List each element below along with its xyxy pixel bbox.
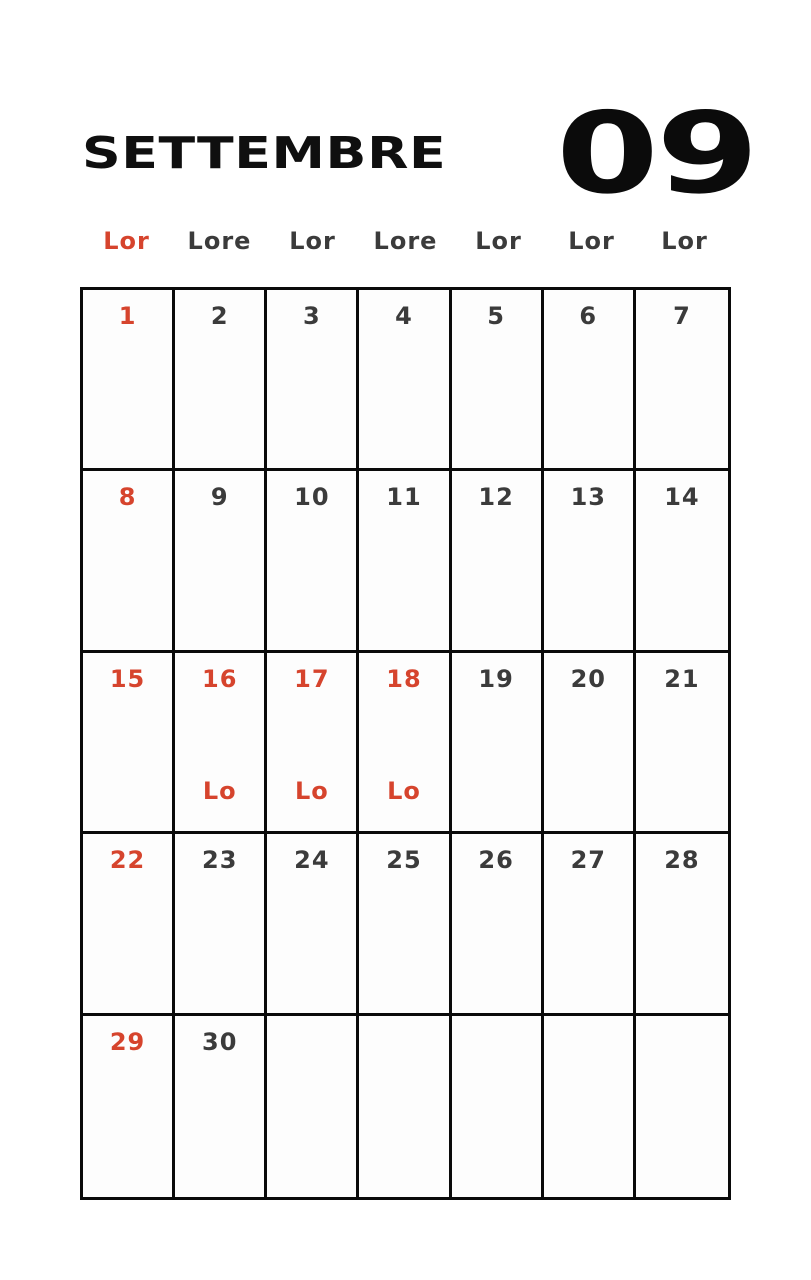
day-number: 7: [673, 302, 691, 330]
calendar-day-cell[interactable]: [267, 653, 359, 834]
weekday-header-row: [80, 224, 731, 260]
weekday-label: Lore: [187, 227, 252, 255]
weekday-label: Lor: [475, 227, 522, 255]
month-title: SETTEMBRE: [82, 128, 447, 179]
day-number: 3: [303, 302, 321, 330]
event-label: Lo: [294, 777, 329, 806]
calendar-day-cell[interactable]: [175, 1016, 267, 1197]
calendar-day-cell[interactable]: [636, 290, 728, 471]
day-number: 10: [294, 483, 330, 512]
event-label: Lo: [202, 777, 237, 806]
day-number: 14: [664, 483, 700, 512]
calendar-day-cell[interactable]: [544, 653, 636, 834]
calendar-day-cell[interactable]: [359, 471, 451, 652]
calendar-day-cell[interactable]: [636, 1016, 728, 1197]
calendar-day-cell[interactable]: [83, 834, 175, 1015]
calendar-day-cell[interactable]: [175, 653, 267, 834]
day-number: 30: [202, 1027, 238, 1056]
calendar-day-cell[interactable]: [359, 653, 451, 834]
day-number: 20: [570, 664, 606, 693]
month-number: 09: [556, 89, 757, 219]
calendar-day-cell[interactable]: [175, 471, 267, 652]
day-number: 23: [202, 846, 238, 875]
weekday-label: Lore: [373, 227, 438, 255]
calendar-day-cell[interactable]: [544, 471, 636, 652]
day-number: 25: [386, 846, 422, 875]
day-number: 18: [386, 664, 422, 693]
day-number: 22: [109, 846, 146, 875]
day-number: 4: [395, 302, 413, 330]
day-number: 15: [109, 664, 146, 693]
calendar-day-cell[interactable]: [544, 1016, 636, 1197]
day-number: 13: [570, 483, 606, 512]
calendar-day-cell[interactable]: [636, 471, 728, 652]
calendar-day-cell[interactable]: [359, 1016, 451, 1197]
calendar-day-cell[interactable]: [83, 1016, 175, 1197]
day-number: 5: [487, 302, 505, 330]
weekday-label: Lor: [661, 227, 708, 255]
event-label: Lo: [387, 777, 421, 806]
calendar-day-cell[interactable]: [452, 653, 544, 834]
calendar-day-cell[interactable]: [83, 290, 175, 471]
calendar-day-cell[interactable]: [452, 290, 544, 471]
calendar-day-cell[interactable]: [452, 1016, 544, 1197]
calendar-day-cell[interactable]: [175, 290, 267, 471]
calendar-grid: [80, 287, 731, 1200]
calendar-day-cell[interactable]: [267, 290, 359, 471]
day-number: 24: [294, 846, 330, 875]
calendar-day-cell[interactable]: [267, 1016, 359, 1197]
calendar-day-cell[interactable]: [452, 834, 544, 1015]
day-number: 9: [210, 483, 229, 512]
day-number: 16: [202, 664, 238, 693]
day-number: 27: [570, 846, 606, 875]
day-number: 11: [386, 483, 422, 512]
calendar-day-cell[interactable]: [544, 834, 636, 1015]
calendar-day-cell[interactable]: [452, 471, 544, 652]
calendar-day-cell[interactable]: [267, 834, 359, 1015]
day-number: 28: [664, 846, 700, 875]
day-number: 2: [210, 302, 229, 330]
day-number: 12: [478, 483, 514, 512]
day-number: 6: [579, 302, 598, 330]
weekday-label: Lor: [103, 227, 150, 255]
weekday-label: Lor: [568, 227, 615, 255]
calendar-day-cell[interactable]: [83, 471, 175, 652]
day-number: 8: [118, 483, 137, 512]
calendar-day-cell[interactable]: [175, 834, 267, 1015]
calendar-day-cell[interactable]: [83, 653, 175, 834]
calendar-day-cell[interactable]: [359, 290, 451, 471]
calendar-day-cell[interactable]: [267, 471, 359, 652]
calendar-day-cell[interactable]: [636, 834, 728, 1015]
calendar-day-cell[interactable]: [544, 290, 636, 471]
day-number: 21: [664, 664, 700, 693]
day-number: 26: [478, 846, 514, 875]
calendar-day-cell[interactable]: [636, 653, 728, 834]
calendar-day-cell[interactable]: [359, 834, 451, 1015]
weekday-label: Lor: [289, 227, 336, 255]
day-number: 19: [478, 664, 514, 693]
day-number: 17: [294, 664, 330, 693]
day-number: 29: [109, 1027, 146, 1056]
day-number: 1: [118, 302, 137, 330]
